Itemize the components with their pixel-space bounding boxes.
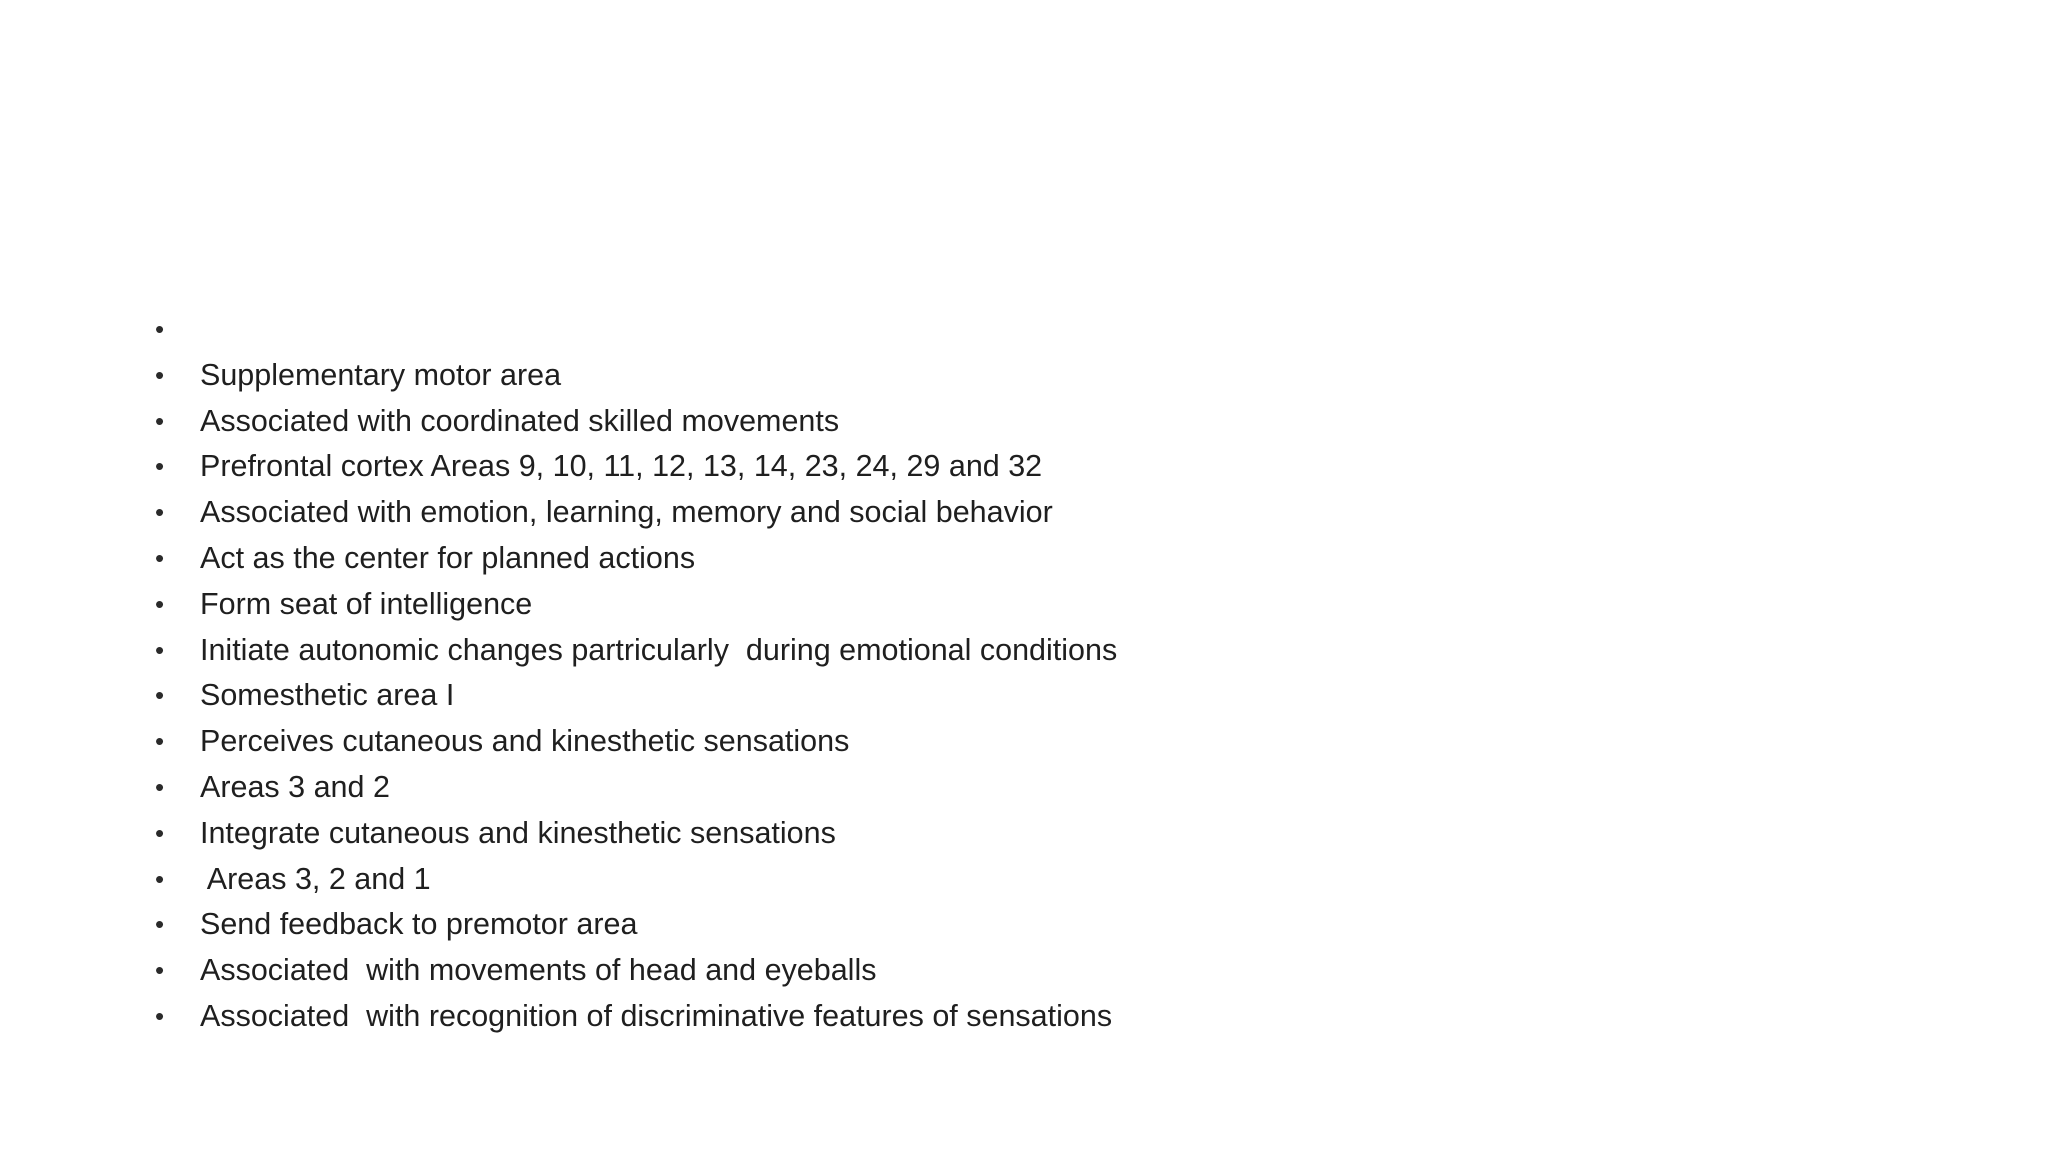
list-item-text: Somesthetic area I: [200, 678, 455, 713]
list-item: [155, 673, 1117, 719]
list-item: [155, 765, 1117, 811]
list-item-text: Associated with coordinated skilled movements: [200, 403, 840, 438]
list-item: [155, 536, 1117, 582]
bullet-icon: •: [155, 909, 165, 940]
list-item: [155, 490, 1117, 536]
list-item: [155, 719, 1117, 765]
bullet-icon: •: [155, 405, 165, 436]
bullet-icon: •: [155, 314, 165, 344]
list-item-text: Perceives cutaneous and kinesthetic sensations: [200, 724, 850, 759]
bullet-icon: •: [155, 1000, 165, 1031]
list-item: [155, 948, 1117, 994]
list-item-text: Areas 3, 2 and 1: [200, 861, 431, 896]
bullet-icon: •: [155, 634, 165, 665]
bullet-icon: •: [155, 771, 165, 802]
list-item-text: Areas 3 and 2: [200, 769, 390, 804]
bullet-icon: •: [155, 726, 165, 757]
list-item-text: Send feedback to premotor area: [200, 907, 638, 942]
bullet-icon: •: [155, 863, 165, 894]
bullet-icon: •: [155, 817, 165, 848]
list-item: [155, 628, 1117, 674]
bullet-icon: •: [155, 680, 165, 711]
list-item: [155, 857, 1117, 903]
bullet-icon: •: [155, 542, 165, 573]
bullet-list: [155, 307, 1117, 1040]
list-item-text: Prefrontal cortex Areas 9, 10, 11, 12, 13, 14, 23, 24, 29 and 32: [200, 449, 1043, 484]
list-item-text: Form seat of intelligence: [200, 586, 533, 621]
list-item-text: Associated with movements of head and eyeballs: [200, 953, 877, 988]
list-item: [155, 582, 1117, 628]
list-item: [155, 994, 1117, 1040]
bullet-icon: •: [155, 497, 165, 528]
list-item-text: Initiate autonomic changes partricularly during emotional conditions: [200, 632, 1118, 667]
list-item: [155, 902, 1117, 948]
list-item: [155, 811, 1117, 857]
list-item-text: Supplementary motor area: [200, 357, 562, 392]
bullet-icon: •: [155, 451, 165, 482]
list-item-text: Associated with recognition of discriminative features of sensations: [200, 998, 1113, 1033]
bullet-icon: •: [155, 955, 165, 986]
bullet-icon: •: [155, 359, 165, 390]
list-item: [155, 399, 1117, 445]
list-item: [155, 444, 1117, 490]
list-item-text: Integrate cutaneous and kinesthetic sensations: [200, 815, 836, 850]
list-item: [155, 307, 1117, 353]
list-item-text: Act as the center for planned actions: [200, 540, 696, 575]
list-item: [155, 353, 1117, 399]
list-item-text: Associated with emotion, learning, memory and social behavior: [200, 495, 1053, 530]
bullet-icon: •: [155, 588, 165, 619]
